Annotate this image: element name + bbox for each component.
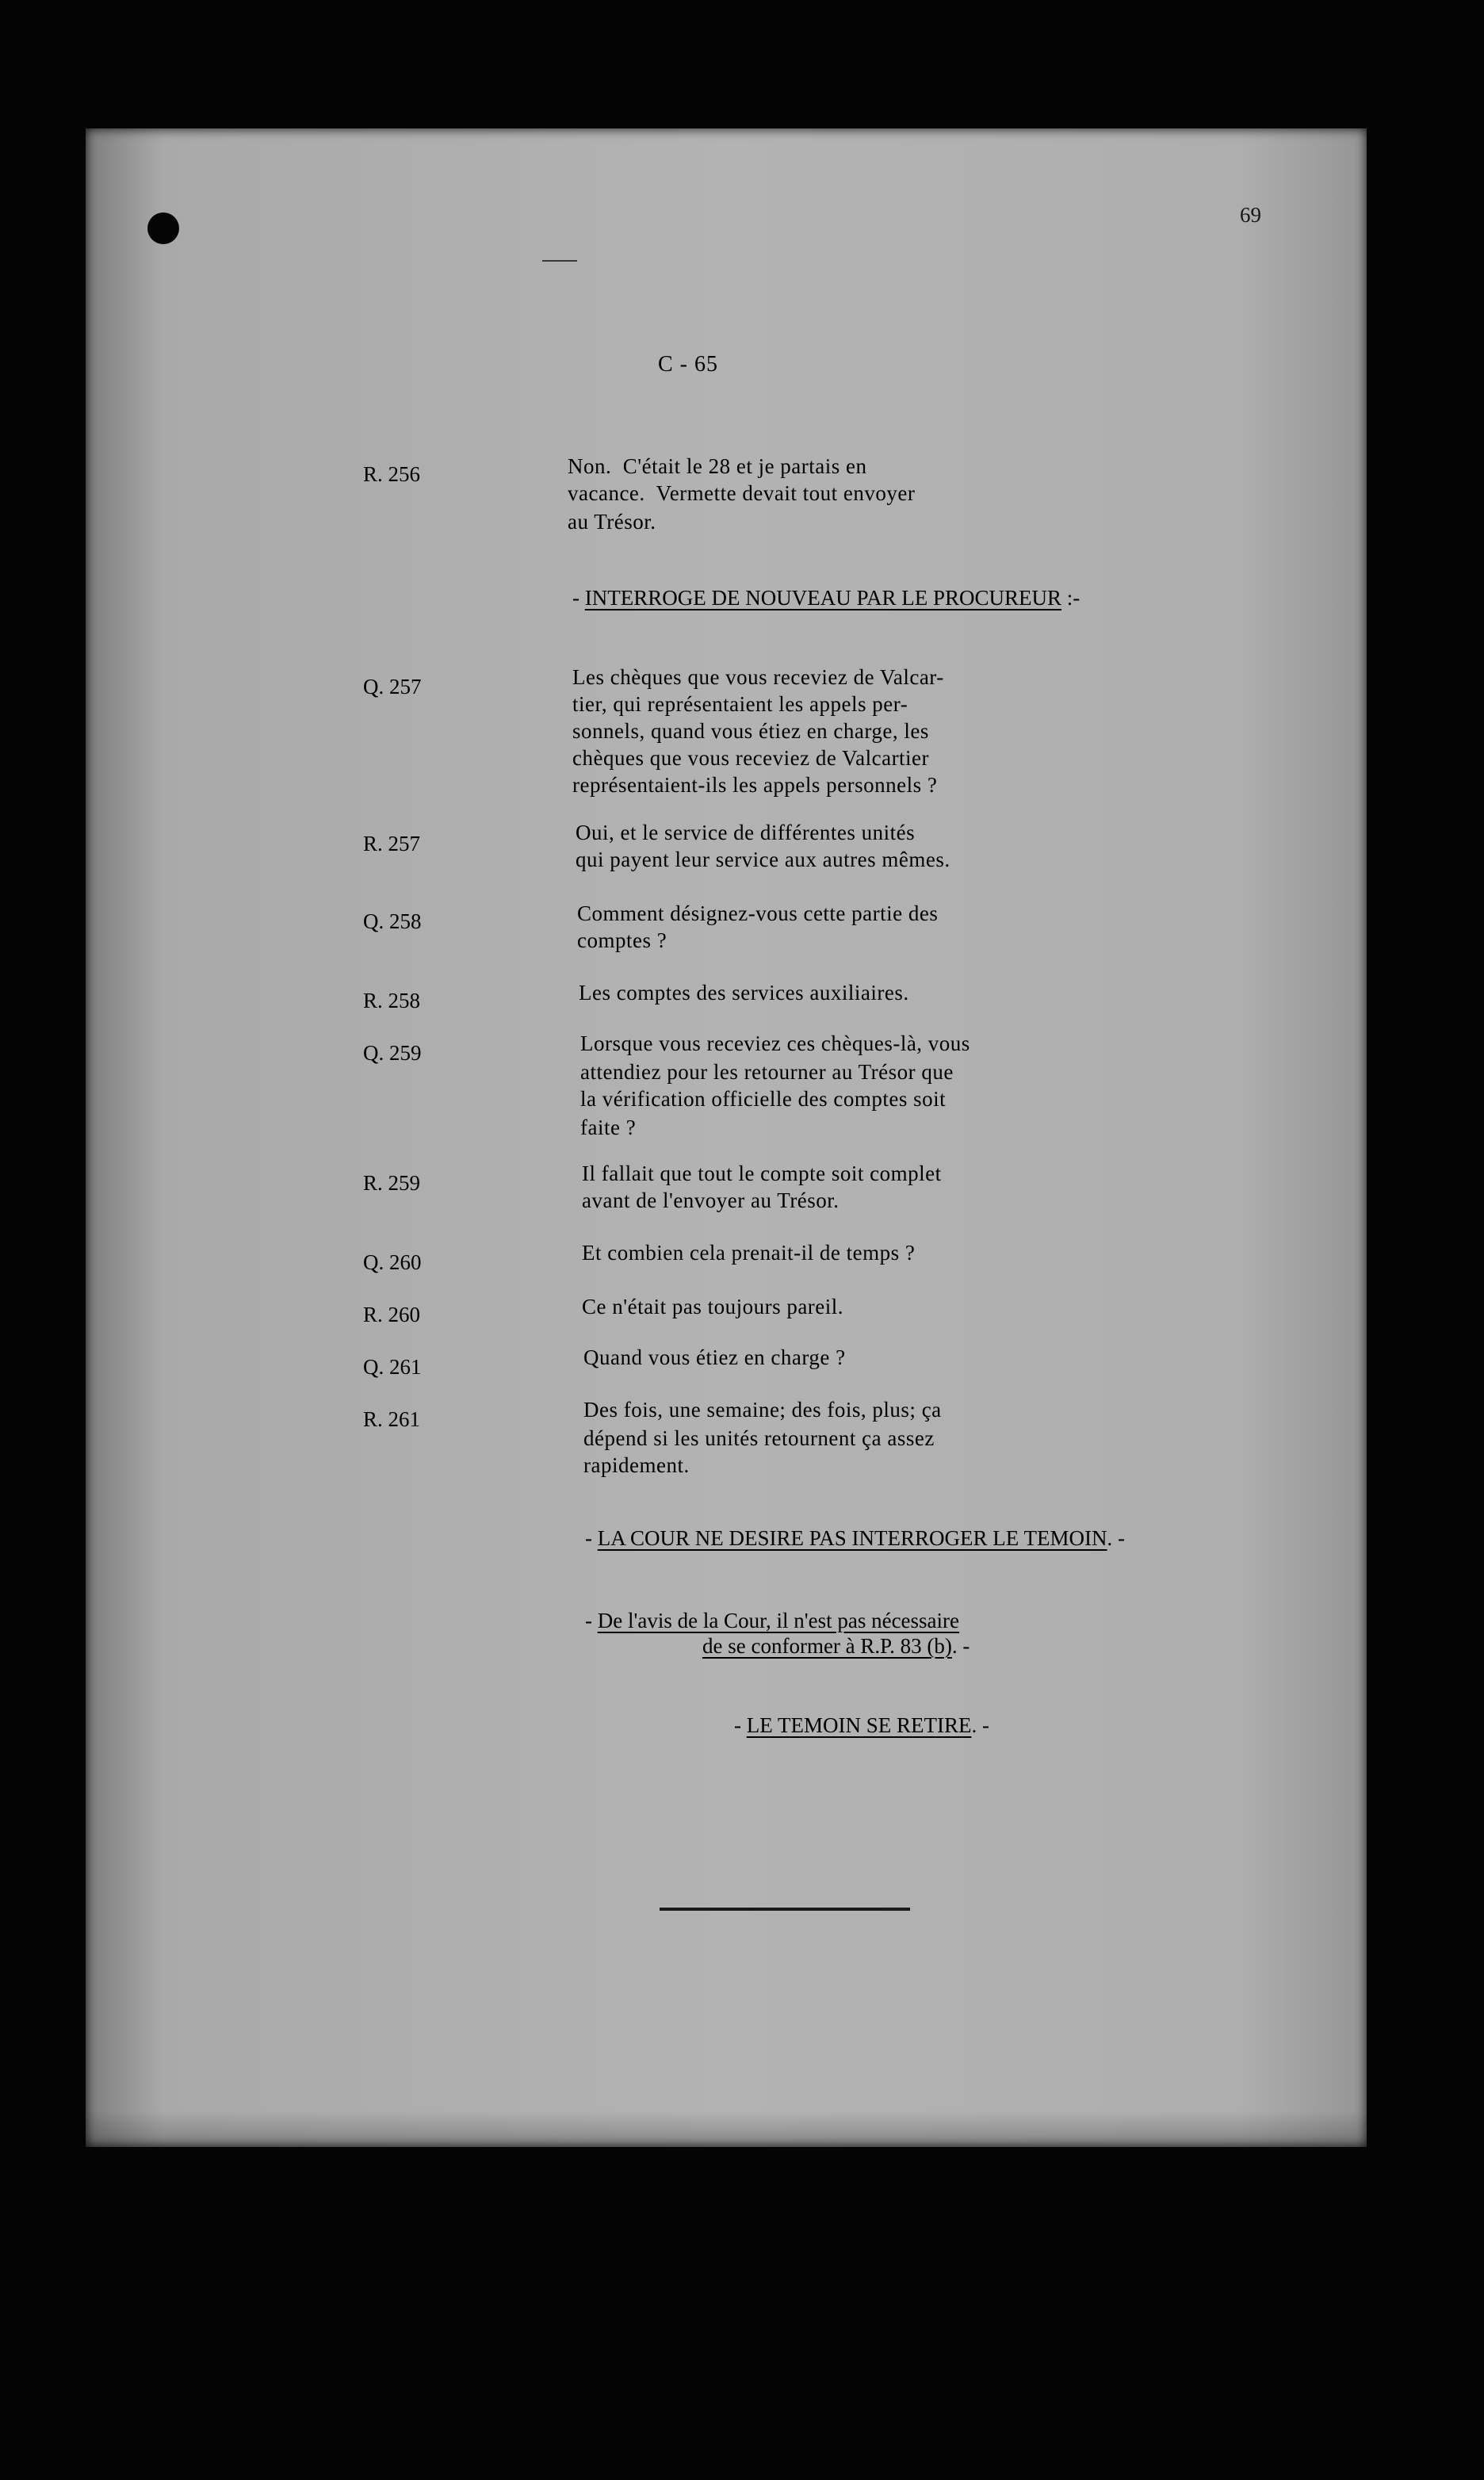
entry-label: Q. 257 [363,675,422,698]
punch-hole [147,212,179,244]
entry-line: Et combien cela prenait-il de temps ? [582,1241,916,1265]
entry-label: Q. 260 [363,1250,422,1274]
court-no-questions-heading: - LA COUR NE DESIRE PAS INTERROGER LE TEMOIN. - [585,1526,1126,1550]
entry-line: Les comptes des services auxiliaires. [579,981,909,1005]
reexamination-heading: - INTERROGE DE NOUVEAU PAR LE PROCUREUR :- [572,586,1080,610]
document-code: C - 65 [658,352,718,377]
entry-label: R. 256 [363,462,421,486]
entry-line: comptes ? [577,928,667,952]
entry-line: Non. C'était le 28 et je partais en [568,454,867,478]
entry-line: chèques que vous receviez de Valcartier [572,746,930,770]
entry-line: Comment désignez-vous cette partie des [577,901,939,925]
entry-line: qui payent leur service aux autres mêmes. [576,848,950,871]
entry-line: Lorsque vous receviez ces chèques-là, vous [580,1031,970,1055]
entry-line: rapidement. [583,1453,690,1477]
entry-label: R. 260 [363,1303,421,1326]
entry-line: tier, qui représentaient les appels per- [572,692,908,716]
entry-line: faite ? [580,1116,637,1139]
entry-line: au Trésor. [568,510,656,534]
entry-label: Q. 261 [363,1355,422,1379]
entry-line: Les chèques que vous receviez de Valcar- [572,665,944,689]
entry-line: avant de l'envoyer au Trésor. [582,1188,840,1212]
entry-label: Q. 259 [363,1041,422,1065]
closing-rule [660,1908,910,1911]
entry-label: R. 257 [363,832,421,855]
margin-mark [542,260,577,262]
entry-line: Il fallait que tout le compte soit complet [582,1162,942,1185]
entry-label: R. 261 [363,1407,421,1431]
entry-line: sonnels, quand vous étiez en charge, les [572,719,929,743]
court-opinion-line-1: - De l'avis de la Cour, il n'est pas nécessaire [585,1609,960,1632]
court-opinion-line-2: de se conformer à R.P. 83 (b). - [702,1634,970,1658]
entry-line: la vérification officielle des comptes soit [580,1087,947,1111]
entry-label: R. 258 [363,989,421,1012]
entry-line: représentaient-ils les appels personnels ? [572,773,938,797]
entry-line: attendiez pour les retourner au Trésor que [580,1060,954,1084]
entry-line: Quand vous étiez en charge ? [583,1345,846,1369]
entry-line: Oui, et le service de différentes unités [576,821,916,844]
entry-line: Des fois, une semaine; des fois, plus; ça [583,1398,942,1422]
document-page [86,128,1367,2147]
witness-withdraws-heading: - LE TEMOIN SE RETIRE. - [734,1713,989,1737]
entry-line: Ce n'était pas toujours pareil. [582,1295,844,1318]
entry-line: vacance. Vermette devait tout envoyer [568,481,916,505]
page-number: 69 [1240,203,1261,227]
entry-line: dépend si les unités retournent ça assez [583,1426,935,1450]
entry-label: R. 259 [363,1171,421,1195]
entry-label: Q. 258 [363,909,422,933]
